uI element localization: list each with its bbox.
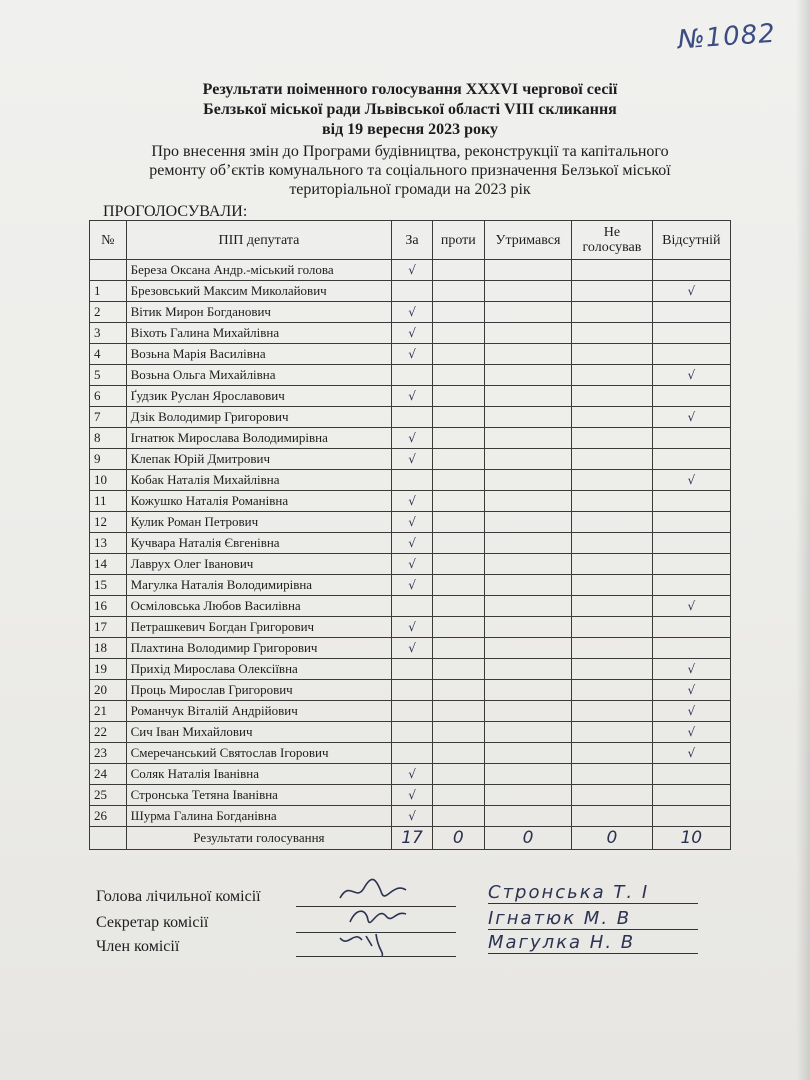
row-proty bbox=[432, 638, 484, 659]
table-row bbox=[90, 806, 731, 827]
row-num: 6 bbox=[90, 386, 127, 407]
row-utrymavsia bbox=[484, 407, 572, 428]
row-name: Віхоть Галина Михайлівна bbox=[126, 323, 392, 344]
row-num: 26 bbox=[90, 806, 127, 827]
row-ne-holosuvav bbox=[572, 680, 652, 701]
row-za: √ bbox=[392, 323, 433, 344]
row-num: 3 bbox=[90, 323, 127, 344]
row-name: Кулик Роман Петрович bbox=[126, 512, 392, 533]
title-line-3: від 19 вересня 2023 року bbox=[322, 121, 498, 138]
row-num: 21 bbox=[90, 701, 127, 722]
row-vidsutnii bbox=[652, 638, 730, 659]
signatures-block bbox=[96, 882, 716, 968]
row-name: Дзік Володимир Григорович bbox=[126, 407, 392, 428]
table-row bbox=[90, 596, 731, 617]
row-ne-holosuvav bbox=[572, 659, 652, 680]
result-ne-holosuvav: 0 bbox=[572, 827, 652, 850]
row-za bbox=[392, 407, 433, 428]
table-row bbox=[90, 365, 731, 386]
row-za: √ bbox=[392, 512, 433, 533]
row-vidsutnii bbox=[652, 575, 730, 596]
row-vidsutnii bbox=[652, 806, 730, 827]
row-vidsutnii bbox=[652, 302, 730, 323]
row-vidsutnii bbox=[652, 344, 730, 365]
row-name: Осміловська Любов Василівна bbox=[126, 596, 392, 617]
row-name: Смеречанський Святослав Ігорович bbox=[126, 743, 392, 764]
row-za bbox=[392, 470, 433, 491]
row-utrymavsia bbox=[484, 512, 572, 533]
subtitle-line-1: Про внесення змін до Програми будівництва, реконструкції та капітального bbox=[151, 143, 669, 160]
row-num: 25 bbox=[90, 785, 127, 806]
document-number: №1082 bbox=[676, 18, 777, 56]
row-proty bbox=[432, 449, 484, 470]
signature-name: Магулка Н. В bbox=[488, 932, 698, 954]
result-utrymavsia: 0 bbox=[484, 827, 572, 850]
row-vidsutnii: √ bbox=[652, 701, 730, 722]
subtitle-line-2: ремонту об’єктів комунального та соціального призначення Белзької міської bbox=[149, 162, 671, 179]
row-proty bbox=[432, 743, 484, 764]
table-row bbox=[90, 638, 731, 659]
row-vidsutnii bbox=[652, 386, 730, 407]
row-vidsutnii: √ bbox=[652, 680, 730, 701]
row-ne-holosuvav bbox=[572, 386, 652, 407]
row-name: Лаврух Олег Іванович bbox=[126, 554, 392, 575]
row-vidsutnii: √ bbox=[652, 722, 730, 743]
row-ne-holosuvav bbox=[572, 491, 652, 512]
row-za bbox=[392, 722, 433, 743]
title-line-2: Белзької міської ради Львівської області VIII скликання bbox=[203, 101, 617, 118]
row-proty bbox=[432, 260, 484, 281]
row-za: √ bbox=[392, 554, 433, 575]
row-ne-holosuvav bbox=[572, 533, 652, 554]
header-vidsutnii: Відсутній bbox=[652, 221, 730, 260]
row-num: 23 bbox=[90, 743, 127, 764]
row-utrymavsia bbox=[484, 722, 572, 743]
row-vidsutnii bbox=[652, 785, 730, 806]
signature-role: Член комісії bbox=[96, 938, 180, 955]
row-ne-holosuvav bbox=[572, 806, 652, 827]
row-utrymavsia bbox=[484, 302, 572, 323]
row-utrymavsia bbox=[484, 680, 572, 701]
table-row bbox=[90, 533, 731, 554]
table-row bbox=[90, 764, 731, 785]
row-za: √ bbox=[392, 491, 433, 512]
row-name: Прихід Мирослава Олексіївна bbox=[126, 659, 392, 680]
row-za: √ bbox=[392, 533, 433, 554]
table-row bbox=[90, 491, 731, 512]
row-utrymavsia bbox=[484, 701, 572, 722]
row-vidsutnii: √ bbox=[652, 281, 730, 302]
row-vidsutnii bbox=[652, 617, 730, 638]
row-proty bbox=[432, 680, 484, 701]
row-num bbox=[90, 260, 127, 281]
table-row bbox=[90, 281, 731, 302]
row-name: Кобак Наталія Михайлівна bbox=[126, 470, 392, 491]
row-name: Соляк Наталія Іванівна bbox=[126, 764, 392, 785]
voted-label: ПРОГОЛОСУВАЛИ: bbox=[103, 203, 248, 220]
row-vidsutnii: √ bbox=[652, 596, 730, 617]
row-num: 1 bbox=[90, 281, 127, 302]
row-num: 5 bbox=[90, 365, 127, 386]
header-ne-holosuvav: Не голосував bbox=[572, 221, 652, 260]
row-utrymavsia bbox=[484, 806, 572, 827]
row-num: 20 bbox=[90, 680, 127, 701]
row-name: Плахтина Володимир Григорович bbox=[126, 638, 392, 659]
row-ne-holosuvav bbox=[572, 722, 652, 743]
row-proty bbox=[432, 470, 484, 491]
row-name: Вітик Мирон Богданович bbox=[126, 302, 392, 323]
row-name: Возьна Ольга Михайлівна bbox=[126, 365, 392, 386]
handwritten-signature-icon bbox=[332, 926, 412, 956]
row-name: Романчук Віталій Андрійович bbox=[126, 701, 392, 722]
row-vidsutnii bbox=[652, 764, 730, 785]
table-row bbox=[90, 785, 731, 806]
row-utrymavsia bbox=[484, 596, 572, 617]
table-row bbox=[90, 512, 731, 533]
table-row bbox=[90, 680, 731, 701]
row-ne-holosuvav bbox=[572, 701, 652, 722]
row-name: Ігнатюк Мирослава Володимирівна bbox=[126, 428, 392, 449]
row-utrymavsia bbox=[484, 386, 572, 407]
row-utrymavsia bbox=[484, 491, 572, 512]
row-num: 13 bbox=[90, 533, 127, 554]
header-num: № bbox=[90, 221, 127, 260]
row-ne-holosuvav bbox=[572, 281, 652, 302]
row-name: Кучвара Наталія Євгенівна bbox=[126, 533, 392, 554]
table-row bbox=[90, 302, 731, 323]
row-utrymavsia bbox=[484, 449, 572, 470]
table-row bbox=[90, 722, 731, 743]
table-row bbox=[90, 470, 731, 491]
row-vidsutnii: √ bbox=[652, 365, 730, 386]
row-proty bbox=[432, 407, 484, 428]
row-vidsutnii bbox=[652, 323, 730, 344]
row-num: 19 bbox=[90, 659, 127, 680]
row-za: √ bbox=[392, 344, 433, 365]
row-ne-holosuvav bbox=[572, 596, 652, 617]
result-label: Результати голосування bbox=[126, 827, 392, 850]
table-row bbox=[90, 386, 731, 407]
row-proty bbox=[432, 617, 484, 638]
table-row bbox=[90, 575, 731, 596]
row-num: 17 bbox=[90, 617, 127, 638]
row-ne-holosuvav bbox=[572, 512, 652, 533]
row-utrymavsia bbox=[484, 281, 572, 302]
header-utrymavsia: Утримався bbox=[484, 221, 572, 260]
row-proty bbox=[432, 596, 484, 617]
row-name: Магулка Наталія Володимирівна bbox=[126, 575, 392, 596]
row-name: Проць Мирослав Григорович bbox=[126, 680, 392, 701]
row-ne-holosuvav bbox=[572, 617, 652, 638]
row-num: 12 bbox=[90, 512, 127, 533]
row-vidsutnii bbox=[652, 260, 730, 281]
row-ne-holosuvav bbox=[572, 344, 652, 365]
row-utrymavsia bbox=[484, 575, 572, 596]
row-name: Брезовський Максим Миколайович bbox=[126, 281, 392, 302]
row-za: √ bbox=[392, 386, 433, 407]
row-ne-holosuvav bbox=[572, 323, 652, 344]
table-row bbox=[90, 323, 731, 344]
row-vidsutnii bbox=[652, 449, 730, 470]
row-num: 4 bbox=[90, 344, 127, 365]
row-za: √ bbox=[392, 638, 433, 659]
row-proty bbox=[432, 323, 484, 344]
row-num: 7 bbox=[90, 407, 127, 428]
signature-line bbox=[296, 956, 456, 957]
row-num: 2 bbox=[90, 302, 127, 323]
row-name: Ґудзик Руслан Ярославович bbox=[126, 386, 392, 407]
row-za bbox=[392, 659, 433, 680]
signature-row-member bbox=[96, 932, 716, 960]
table-row bbox=[90, 449, 731, 470]
row-proty bbox=[432, 701, 484, 722]
row-num: 15 bbox=[90, 575, 127, 596]
voting-table bbox=[89, 220, 731, 850]
row-proty bbox=[432, 491, 484, 512]
row-name: Кожушко Наталія Романівна bbox=[126, 491, 392, 512]
header-za: За bbox=[392, 221, 433, 260]
signature-role: Голова лічильної комісії bbox=[96, 888, 261, 905]
table-row bbox=[90, 743, 731, 764]
signature-name: Стронська Т. І bbox=[488, 882, 698, 904]
row-vidsutnii: √ bbox=[652, 407, 730, 428]
row-za bbox=[392, 701, 433, 722]
signature-role: Секретар комісії bbox=[96, 914, 209, 931]
row-utrymavsia bbox=[484, 638, 572, 659]
row-ne-holosuvav bbox=[572, 785, 652, 806]
row-utrymavsia bbox=[484, 785, 572, 806]
row-proty bbox=[432, 365, 484, 386]
row-proty bbox=[432, 722, 484, 743]
title-line-1: Результати поіменного голосування XXXVI чергової сесії bbox=[202, 81, 618, 98]
row-name: Стронська Тетяна Іванівна bbox=[126, 785, 392, 806]
row-za bbox=[392, 743, 433, 764]
row-num: 11 bbox=[90, 491, 127, 512]
row-name: Клепак Юрій Дмитрович bbox=[126, 449, 392, 470]
row-proty bbox=[432, 281, 484, 302]
row-num: 14 bbox=[90, 554, 127, 575]
row-utrymavsia bbox=[484, 764, 572, 785]
signature-name: Ігнатюк М. В bbox=[488, 908, 698, 930]
row-utrymavsia bbox=[484, 344, 572, 365]
row-vidsutnii bbox=[652, 512, 730, 533]
result-proty: 0 bbox=[432, 827, 484, 850]
row-utrymavsia bbox=[484, 659, 572, 680]
row-num: 22 bbox=[90, 722, 127, 743]
row-utrymavsia bbox=[484, 554, 572, 575]
row-num: 10 bbox=[90, 470, 127, 491]
result-num bbox=[90, 827, 127, 850]
row-num: 9 bbox=[90, 449, 127, 470]
row-proty bbox=[432, 659, 484, 680]
row-vidsutnii: √ bbox=[652, 470, 730, 491]
row-proty bbox=[432, 806, 484, 827]
table-row bbox=[90, 617, 731, 638]
header-name: ПІП депутата bbox=[126, 221, 392, 260]
row-num: 8 bbox=[90, 428, 127, 449]
row-vidsutnii: √ bbox=[652, 743, 730, 764]
row-vidsutnii bbox=[652, 533, 730, 554]
row-proty bbox=[432, 386, 484, 407]
table-header-row bbox=[90, 221, 731, 260]
result-vidsutnii: 10 bbox=[652, 827, 730, 850]
row-za: √ bbox=[392, 428, 433, 449]
row-utrymavsia bbox=[484, 365, 572, 386]
row-name: Береза Оксана Андр.-міський голова bbox=[126, 260, 392, 281]
row-za bbox=[392, 680, 433, 701]
row-za: √ bbox=[392, 260, 433, 281]
table-row bbox=[90, 260, 731, 281]
row-vidsutnii: √ bbox=[652, 659, 730, 680]
header-proty: проти bbox=[432, 221, 484, 260]
row-proty bbox=[432, 764, 484, 785]
row-ne-holosuvav bbox=[572, 743, 652, 764]
result-za: 17 bbox=[392, 827, 433, 850]
row-utrymavsia bbox=[484, 323, 572, 344]
row-vidsutnii bbox=[652, 491, 730, 512]
row-ne-holosuvav bbox=[572, 449, 652, 470]
row-proty bbox=[432, 428, 484, 449]
row-name: Возьна Марія Василівна bbox=[126, 344, 392, 365]
row-ne-holosuvav bbox=[572, 470, 652, 491]
row-proty bbox=[432, 533, 484, 554]
row-proty bbox=[432, 302, 484, 323]
row-za bbox=[392, 281, 433, 302]
row-ne-holosuvav bbox=[572, 302, 652, 323]
row-vidsutnii bbox=[652, 428, 730, 449]
row-num: 18 bbox=[90, 638, 127, 659]
row-name: Сич Іван Михайлович bbox=[126, 722, 392, 743]
row-ne-holosuvav bbox=[572, 638, 652, 659]
table-row bbox=[90, 701, 731, 722]
row-utrymavsia bbox=[484, 428, 572, 449]
table-row bbox=[90, 428, 731, 449]
row-ne-holosuvav bbox=[572, 575, 652, 596]
table-row bbox=[90, 407, 731, 428]
row-proty bbox=[432, 785, 484, 806]
row-za: √ bbox=[392, 764, 433, 785]
row-proty bbox=[432, 554, 484, 575]
row-proty bbox=[432, 344, 484, 365]
table-row bbox=[90, 344, 731, 365]
row-num: 16 bbox=[90, 596, 127, 617]
row-za: √ bbox=[392, 449, 433, 470]
row-vidsutnii bbox=[652, 554, 730, 575]
table-row bbox=[90, 554, 731, 575]
row-ne-holosuvav bbox=[572, 365, 652, 386]
row-proty bbox=[432, 512, 484, 533]
row-utrymavsia bbox=[484, 617, 572, 638]
row-utrymavsia bbox=[484, 260, 572, 281]
row-za: √ bbox=[392, 785, 433, 806]
row-za bbox=[392, 365, 433, 386]
row-utrymavsia bbox=[484, 470, 572, 491]
row-za: √ bbox=[392, 302, 433, 323]
row-utrymavsia bbox=[484, 743, 572, 764]
row-proty bbox=[432, 575, 484, 596]
row-utrymavsia bbox=[484, 533, 572, 554]
row-ne-holosuvav bbox=[572, 764, 652, 785]
row-za: √ bbox=[392, 806, 433, 827]
table-row bbox=[90, 659, 731, 680]
row-name: Шурма Галина Богданівна bbox=[126, 806, 392, 827]
row-ne-holosuvav bbox=[572, 407, 652, 428]
row-za: √ bbox=[392, 575, 433, 596]
row-za bbox=[392, 596, 433, 617]
subtitle-line-3: територіальної громади на 2023 рік bbox=[289, 181, 531, 198]
row-ne-holosuvav bbox=[572, 554, 652, 575]
row-num: 24 bbox=[90, 764, 127, 785]
row-name: Петрашкевич Богдан Григорович bbox=[126, 617, 392, 638]
row-za: √ bbox=[392, 617, 433, 638]
result-row bbox=[90, 827, 731, 850]
row-ne-holosuvav bbox=[572, 260, 652, 281]
row-ne-holosuvav bbox=[572, 428, 652, 449]
